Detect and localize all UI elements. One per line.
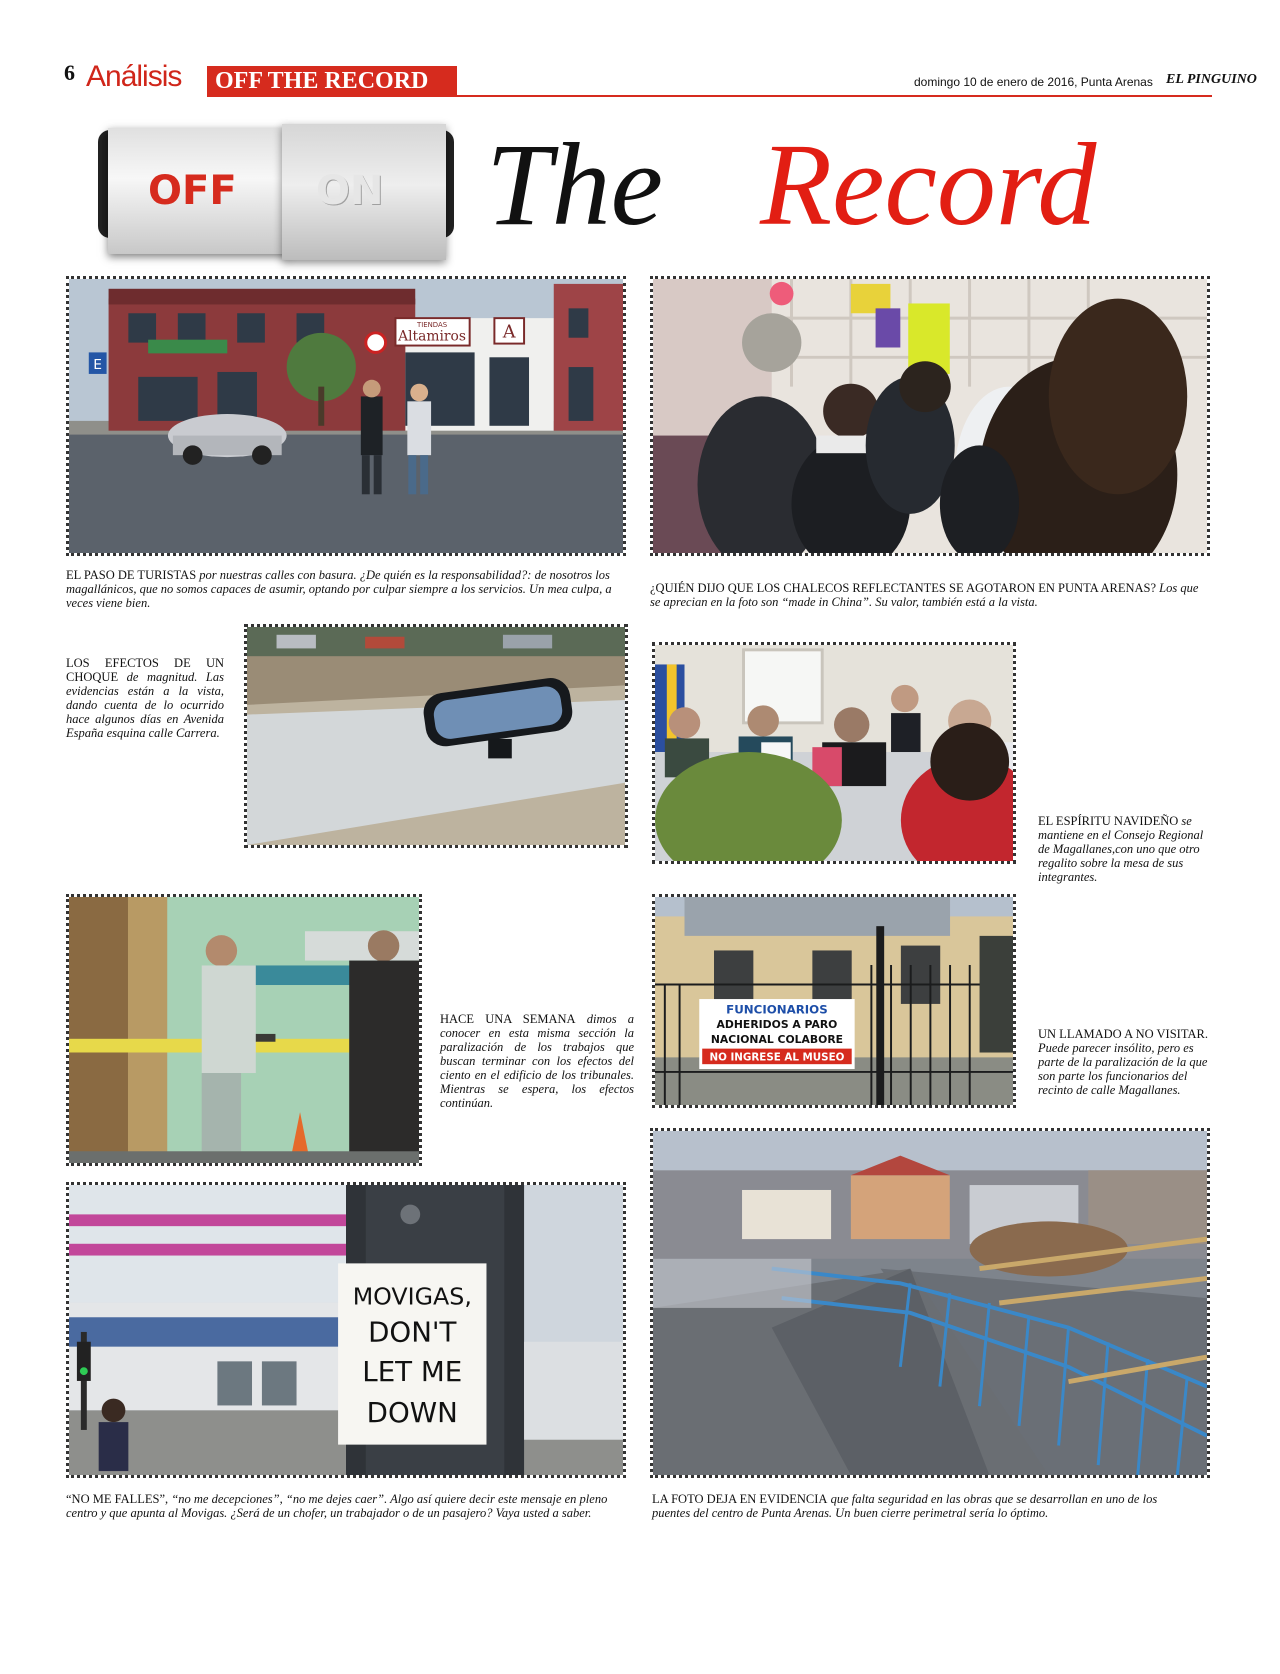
- caption-foto-deja: [652, 1492, 1197, 1520]
- sticker-line-1: MOVIGAS,: [352, 1282, 472, 1311]
- caption-semana-body: dimos a conocer en esta misma sección la paralización de los trabajos que buscan terminar con los efectos del ciento en el edificio de los tribunales. Mientras se espera, los efectos continúan.: [440, 1012, 634, 1110]
- caption-choque-lead: LOS EFECTOS DE UN CHOQUE: [66, 656, 224, 684]
- caption-turistas-lead: EL PASO DE TURISTAS: [66, 568, 197, 582]
- section-label: Análisis: [86, 60, 182, 93]
- caption-navideno-body: se mantiene en el Consejo Regional de Magallanes,con uno que otro regalito sobre la mesa de sus integrantes.: [1038, 814, 1204, 884]
- caption-llamado-body: Puede parecer insólito, pero es parte de la paralización de la que son parte los funcionarios del recinto de calle Magallanes.: [1038, 1041, 1208, 1097]
- caption-navideno-lead: EL ESPÍRITU NAVIDEÑO: [1038, 814, 1179, 828]
- caption-no-me-falles-body: “no me decepciones”, “no me dejes caer”. Algo así quiere decir este mensaje en pleno centro y que apunta al Movigas. ¿Será de un chofer, un trabajador o de un pasajero? Vaya usted a saber.: [66, 1492, 608, 1520]
- caption-foto-deja-body: que falta seguridad en las obras que se desarrollan en uno de los puentes del centro de Punta Arenas. Un buen cierre perimetral sería lo óptimo.: [652, 1492, 1158, 1520]
- banner-line-3: NACIONAL COLABORE: [710, 1032, 844, 1046]
- caption-no-me-falles-lead: “NO ME FALLES”,: [66, 1492, 169, 1506]
- photo-shop-queue: [650, 276, 1210, 556]
- publication-name: EL PINGUINO: [1166, 72, 1257, 87]
- sticker-line-4: DOWN: [366, 1397, 458, 1430]
- switch-off-label: OFF: [148, 168, 237, 214]
- masthead-title-the: The: [486, 119, 663, 250]
- photo-store-small-sign: TIENDAS: [417, 320, 448, 329]
- banner-line-2: ADHERIDOS A PARO: [716, 1018, 838, 1032]
- photo-council-meeting: [652, 642, 1016, 864]
- photo-car-mirror: [244, 624, 628, 848]
- caption-chalecos-body: Los que se aprecian en la foto son “made in China”. Su valor, también está a la vista.: [650, 581, 1199, 609]
- caption-semana: [440, 1012, 634, 1110]
- caption-semana-lead: HACE UNA SEMANA: [440, 1012, 576, 1026]
- caption-chalecos-lead: ¿QUIÉN DIJO QUE LOS CHALECOS REFLECTANTES SE AGOTARON EN PUNTA ARENAS?: [650, 581, 1157, 595]
- subsection-label: OFF THE RECORD: [207, 66, 457, 96]
- photo-courthouse-door: [66, 894, 422, 1166]
- caption-llamado: [1038, 1027, 1213, 1097]
- switch-on-label: ON: [316, 168, 384, 214]
- photo-store-letter: A: [502, 322, 516, 343]
- header-rule: [207, 95, 1212, 97]
- page-number: 6: [64, 60, 75, 85]
- caption-turistas: [66, 568, 626, 610]
- caption-choque: [66, 656, 224, 740]
- date-line: domingo 10 de enero de 2016, Punta Arenas: [914, 75, 1153, 89]
- sticker-line-3: LET ME: [362, 1356, 463, 1388]
- photo-bridge-works: [650, 1128, 1210, 1478]
- banner-line-4: NO INGRESE AL MUSEO: [709, 1051, 845, 1064]
- caption-no-me-falles: [66, 1492, 626, 1520]
- photo-museum-banner: [652, 894, 1016, 1108]
- photo-store-sign: Altamiros: [398, 328, 466, 345]
- caption-foto-deja-lead: LA FOTO DEJA EN EVIDENCIA: [652, 1492, 828, 1506]
- photo-movigas-sticker: [66, 1182, 626, 1478]
- caption-navideno: [1038, 814, 1213, 884]
- caption-chalecos: [650, 581, 1210, 609]
- banner-line-1: FUNCIONARIOS: [726, 1002, 828, 1017]
- caption-turistas-body: por nuestras calles con basura. ¿De quién es la responsabilidad?: de nosotros los magallánicos, que no somos capaces de asumir, optando por culpar siempre a los servicios. Un mea culpa, a veces viene bien.: [66, 568, 612, 610]
- sticker-line-2: DON'T: [368, 1316, 457, 1349]
- masthead-title-record: Record: [760, 119, 1097, 250]
- photo-parking-sign: E: [93, 357, 103, 374]
- caption-llamado-lead: UN LLAMADO A NO VISITAR.: [1038, 1027, 1208, 1041]
- caption-choque-body: de magnitud. Las evidencias están a la vista, dando cuenta de lo ocurrido hace algunos días en Avenida España esquina calle Carrera.: [66, 670, 224, 740]
- photo-street-tourists: [66, 276, 626, 556]
